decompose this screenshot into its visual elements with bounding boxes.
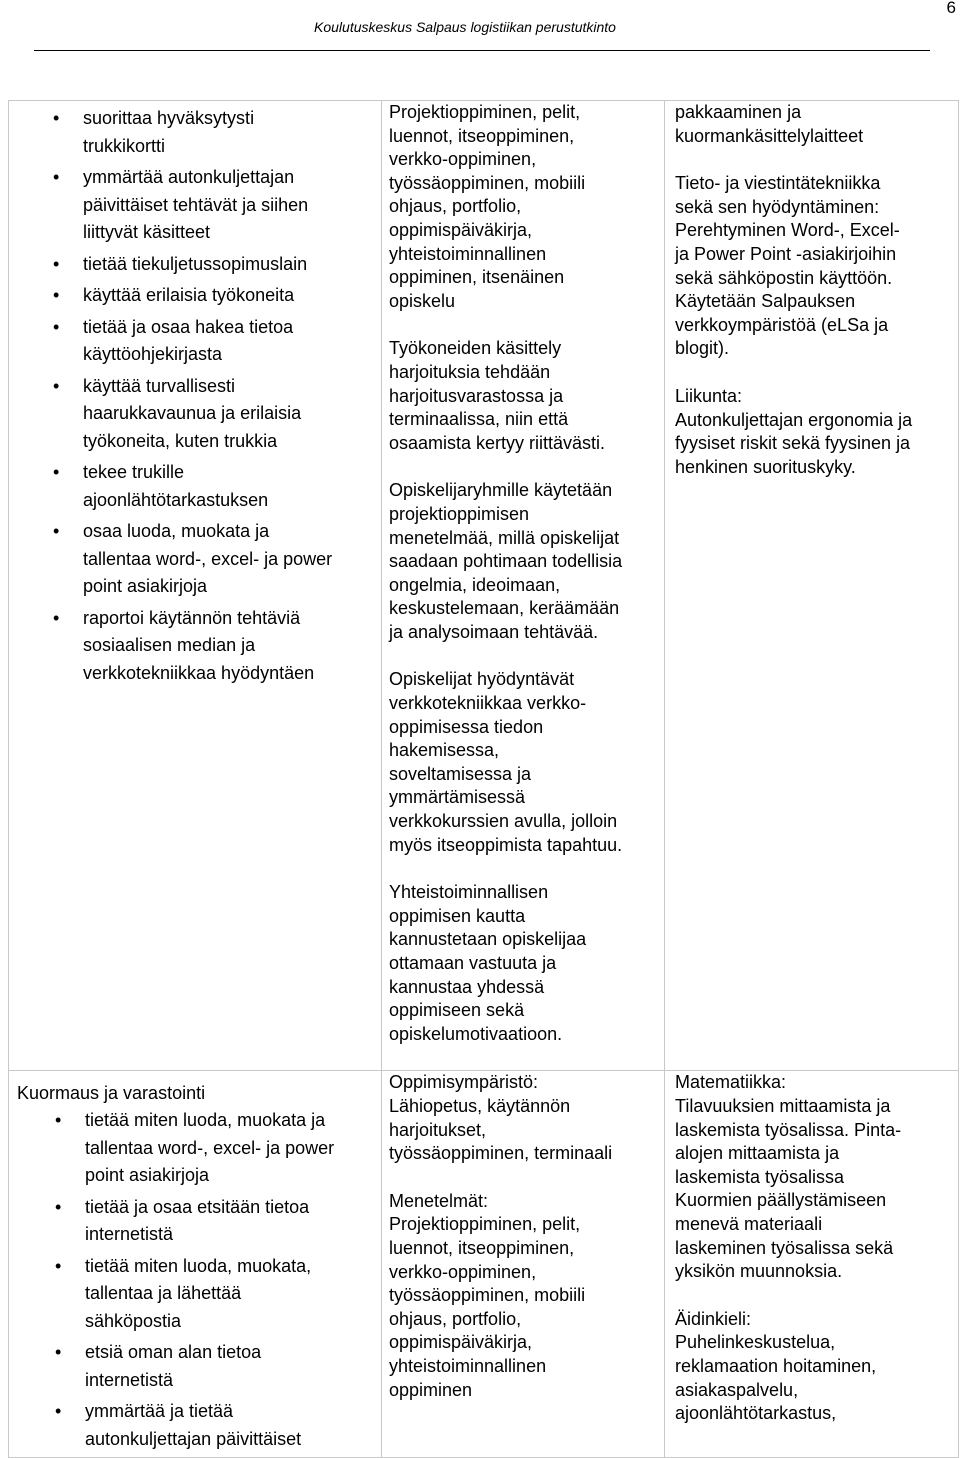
methods-paragraph: Oppimisympäristö: Lähiopetus, käytännön harjoitukset, työssäoppiminen, terminaali	[389, 1072, 613, 1164]
methods-cell	[382, 101, 665, 1071]
skills-list	[9, 1107, 381, 1453]
skill-item: • tietää miten luoda, muokata ja tallentaa word-, excel- ja power point asiakirjoja	[9, 1107, 381, 1190]
skill-item: • tekee trukille ajoonlähtötarkastuksen	[9, 459, 381, 514]
curriculum-table	[8, 100, 959, 1458]
integration-paragraph: Tieto- ja viestintätekniikka sekä sen hyödyntäminen: Perehtyminen Word-, Excel- ja Power Point -asiakirjoihin sekä sähköpostin käyttöön. Käytetään Salpauksen verkkoympäristöä (eLSa ja blogit).	[675, 173, 900, 359]
skill-item: • etsiä oman alan tietoa internetistä	[9, 1339, 381, 1394]
running-header: Koulutuskeskus Salpaus logistiikan perustutkinto	[314, 19, 616, 35]
header-divider	[34, 50, 930, 51]
skill-item: • käyttää turvallisesti haarukkavaunua ja erilaisia työkoneita, kuten trukkia	[9, 373, 381, 456]
skill-item: • tietää tiekuljetussopimuslain	[9, 251, 381, 279]
table-row	[9, 101, 959, 1071]
methods-paragraph: Opiskelijaryhmille käytetään projektioppimisen menetelmää, millä opiskelijat saadaan pohtimaan todellisia ongelmia, ideoimaan, keskustelemaan, keräämään ja analysoimaan tehtävää.	[389, 480, 623, 642]
integration-text	[675, 101, 958, 479]
methods-paragraph: Opiskelijat hyödyntävät verkkotekniikkaa verkko- oppimisessa tiedon hakemisessa, soveltamisessa ja ymmärtämisessä verkkokurssien avulla, jolloin myös itseoppimista tapahtuu.	[389, 669, 623, 855]
integration-paragraph: Matematiikka: Tilavuuksien mittaamista ja laskemista työsalissa. Pinta- alojen mittaamista ja laskemista työsalissa Kuormien päällystämiseen menevä materiaali laskeminen työsalissa sekä yksikön muunnoksia.	[675, 1072, 902, 1282]
methods-paragraph: Työkoneiden käsittely harjoituksia tehdään harjoitusvarastossa ja terminaalissa, niin että osaamista kertyy riittävästi.	[389, 338, 606, 453]
skill-item: • tietää ja osaa etsitään tietoa internetistä	[9, 1194, 381, 1249]
methods-text	[389, 1071, 664, 1402]
skill-item: • suorittaa hyväksytysti trukkikortti	[9, 105, 381, 160]
skill-item: • tietää ja osaa hakea tietoa käyttöohjekirjasta	[9, 314, 381, 369]
section-title: Kuormaus ja varastointi	[17, 1083, 206, 1104]
skills-list	[9, 105, 381, 687]
skills-cell	[9, 1071, 382, 1458]
methods-paragraph: Menetelmät: Projektioppiminen, pelit, luennot, itseoppiminen, verkko-oppiminen, työssäoppiminen, mobiili ohjaus, portfolio, oppimispäiväkirja, yhteistoiminnallinen oppiminen	[389, 1190, 586, 1400]
integration-paragraph: Äidinkieli: Puhelinkeskustelua, reklamaation hoitaminen, asiakaspalvelu, ajoonlähtötarkastus,	[675, 1308, 877, 1424]
skill-item: • raportoi käytännön tehtäviä sosiaalisen median ja verkkotekniikkaa hyödyntäen	[9, 605, 381, 688]
skill-item: • ymmärtää autonkuljettajan päivittäiset tehtävät ja siihen liittyvät käsitteet	[9, 164, 381, 247]
integration-paragraph: Liikunta: Autonkuljettajan ergonomia ja fyysiset riskit sekä fyysinen ja henkinen suorituskyky.	[675, 385, 913, 477]
methods-text	[389, 101, 664, 1046]
skill-item: • tietää miten luoda, muokata, tallentaa ja lähettää sähköpostia	[9, 1253, 381, 1336]
integration-paragraph: pakkaaminen ja kuormankäsittelylaitteet	[675, 102, 864, 146]
skill-item: • käyttää erilaisia työkoneita	[9, 282, 381, 310]
skill-item: • ymmärtää ja tietää autonkuljettajan päivittäiset	[9, 1398, 381, 1453]
table-row	[9, 1071, 959, 1458]
methods-paragraph: Projektioppiminen, pelit, luennot, itseoppiminen, verkko-oppiminen, työssäoppiminen, mobiili ohjaus, portfolio, oppimispäiväkirja, yhteistoiminnallinen oppiminen, itsenäinen opiskelu	[389, 102, 586, 311]
methods-cell	[382, 1071, 665, 1458]
integration-cell	[665, 1071, 959, 1458]
page-number: 6	[946, 0, 956, 17]
skill-item: • osaa luoda, muokata ja tallentaa word-, excel- ja power point asiakirjoja	[9, 518, 381, 601]
methods-paragraph: Yhteistoiminnallisen oppimisen kautta kannustetaan opiskelijaa ottamaan vastuuta ja kannustaa yhdessä oppimiseen sekä opiskelumotivaatioon.	[389, 882, 587, 1044]
skills-cell	[9, 101, 382, 1071]
integration-cell	[665, 101, 959, 1071]
integration-text	[675, 1071, 958, 1425]
